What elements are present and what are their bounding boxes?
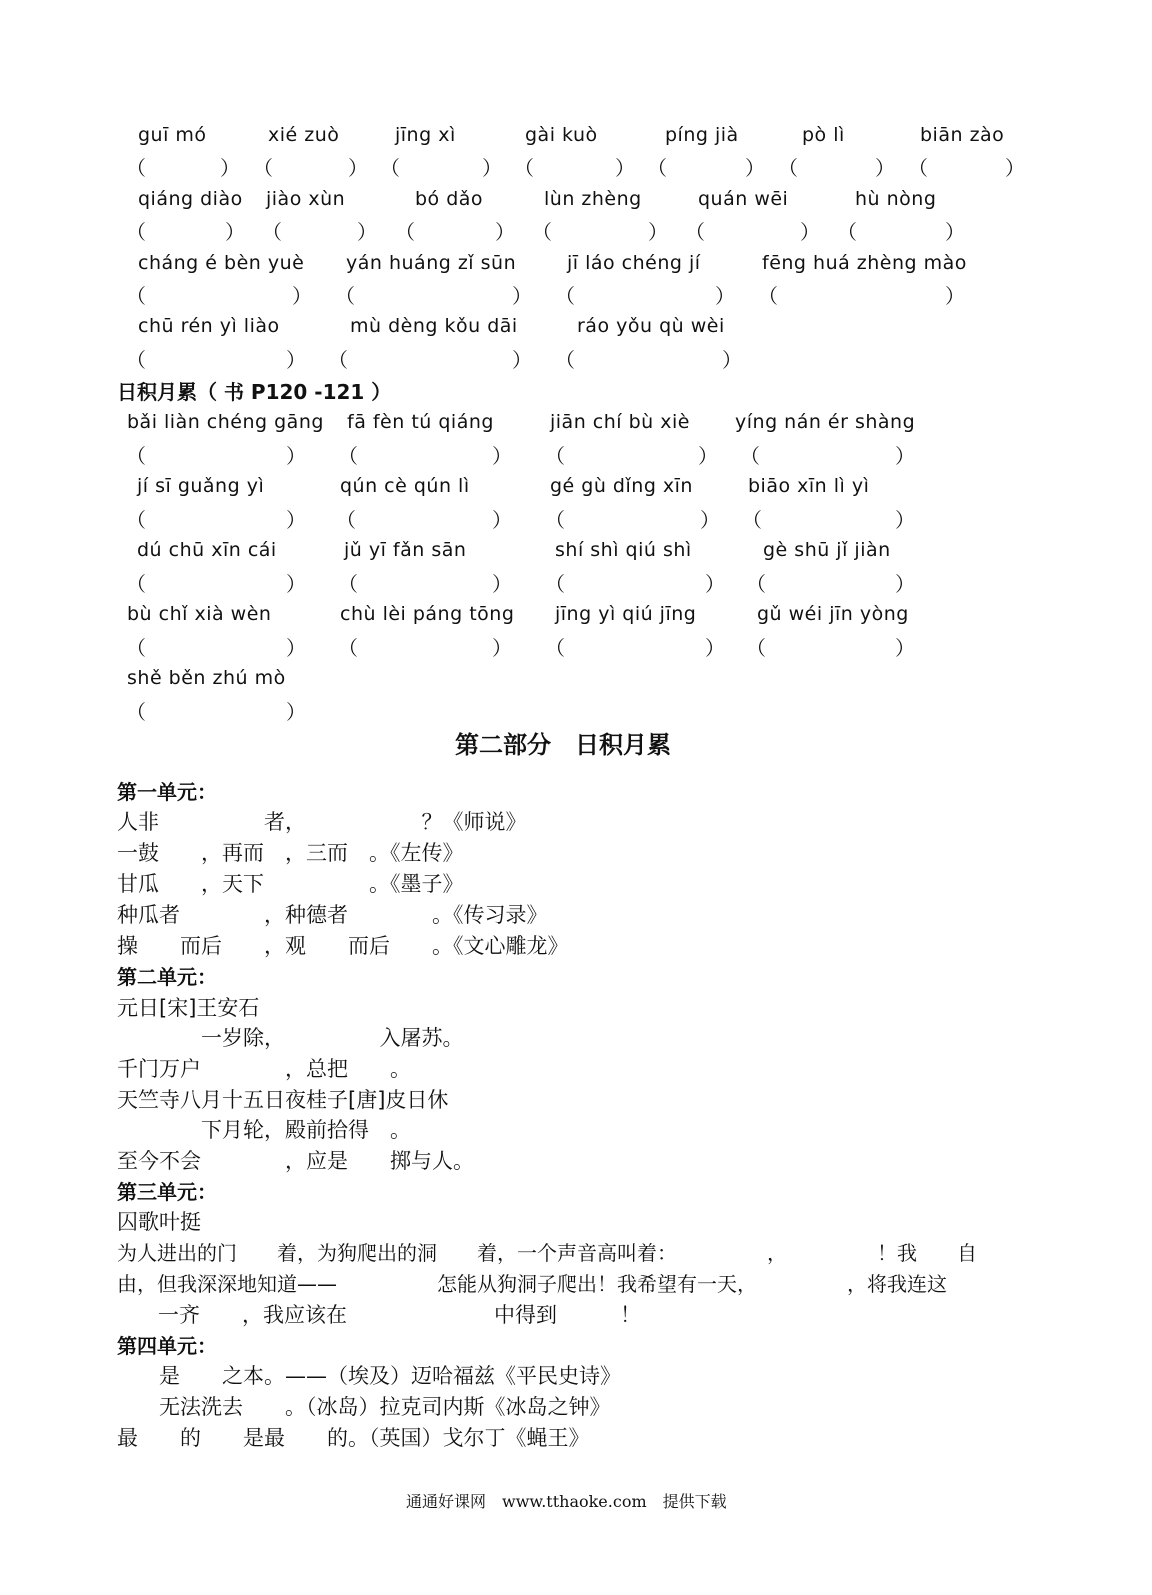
pinyin-item: biāo xīn lì yì: [748, 475, 870, 497]
text-line: 无法洗去 。（冰岛）拉克司内斯《冰岛之钟》: [117, 1395, 611, 1419]
blank-open: （: [532, 220, 552, 244]
blank-open: （: [253, 156, 273, 180]
blank-close: ）: [722, 348, 742, 372]
blank-open: （: [685, 220, 705, 244]
blank-open: （: [126, 220, 146, 244]
blank-close: ）: [700, 508, 720, 532]
pinyin-item: bǎi liàn chéng gāng: [127, 411, 324, 433]
blank-close: ）: [357, 220, 377, 244]
blank-close: ）: [1005, 156, 1025, 180]
blank-open: （: [545, 508, 565, 532]
blank-open: （: [746, 572, 766, 596]
blank-open: （: [338, 572, 358, 596]
blank-close: ）: [705, 636, 725, 660]
blank-open: （: [328, 348, 348, 372]
pinyin-item: gǔ wéi jīn yòng: [757, 603, 909, 625]
pinyin-item: qiáng diào: [138, 188, 243, 210]
pinyin-item: jīng xì: [395, 124, 456, 146]
section-heading: 日积月累（ 书 P120 -121 ）: [117, 380, 392, 404]
blank-open: （: [778, 156, 798, 180]
pinyin-item: jīng yì qiú jīng: [555, 603, 697, 625]
pinyin-item: bó dǎo: [415, 188, 484, 210]
blank-close: ）: [292, 284, 312, 308]
blank-close: ）: [895, 572, 915, 596]
blank-open: （: [335, 284, 355, 308]
part-title: 第二部分 日积月累: [455, 731, 671, 759]
blank-open: （: [908, 156, 928, 180]
pinyin-item: yán huáng zǐ sūn: [346, 252, 517, 274]
blank-open: （: [126, 572, 146, 596]
text-line: 最 的 是最 的。（英国）戈尔丁《蝇王》: [117, 1426, 590, 1450]
unit-heading: 第三单元：: [117, 1180, 217, 1204]
pinyin-item: pò lì: [802, 124, 845, 146]
pinyin-item: chù lèi páng tōng: [340, 603, 515, 625]
unit-heading: 第二单元：: [117, 965, 217, 989]
pinyin-item: lùn zhèng: [544, 188, 642, 210]
blank-open: （: [545, 444, 565, 468]
blank-open: （: [126, 444, 146, 468]
pinyin-item: chū rén yì liào: [138, 315, 280, 337]
blank-close: ）: [495, 220, 515, 244]
pinyin-item: yíng nán ér shàng: [735, 411, 916, 433]
pinyin-item: hù nòng: [855, 188, 937, 210]
footer-text: 通通好课网 www.tthaoke.com 提供下载: [406, 1492, 727, 1511]
pinyin-item: shě běn zhú mò: [127, 667, 286, 689]
blank-open: （: [126, 700, 146, 724]
pinyin-item: jǔ yī fǎn sān: [344, 539, 467, 561]
text-line: 由，但我深深地知道—— 怎能从狗洞子爬出！我希望有一天， ，将我连这: [117, 1272, 947, 1296]
pinyin-item: jí sī guǎng yì: [137, 475, 265, 497]
text-line: 人非 者， ？《师说》: [117, 810, 527, 834]
blank-open: （: [338, 636, 358, 660]
pinyin-item: dú chū xīn cái: [137, 539, 277, 561]
unit-heading: 第四单元：: [117, 1334, 217, 1358]
blank-open: （: [837, 220, 857, 244]
blank-open: （: [647, 156, 667, 180]
blank-open: （: [555, 284, 575, 308]
blank-close: ）: [945, 220, 965, 244]
blank-close: ）: [286, 348, 306, 372]
blank-close: ）: [800, 220, 820, 244]
blank-close: ）: [348, 156, 368, 180]
text-line: 一齐 ，我应该在 中得到 ！: [137, 1303, 641, 1327]
blank-close: ）: [492, 444, 512, 468]
blank-close: ）: [492, 636, 512, 660]
blank-close: ）: [895, 636, 915, 660]
pinyin-item: gài kuò: [525, 124, 598, 146]
blank-open: （: [758, 284, 778, 308]
blank-close: ）: [492, 508, 512, 532]
blank-close: ）: [220, 156, 240, 180]
blank-close: ）: [698, 444, 718, 468]
blank-close: ）: [875, 156, 895, 180]
blank-close: ）: [615, 156, 635, 180]
pinyin-item: xié zuò: [268, 124, 340, 146]
blank-close: ）: [286, 508, 306, 532]
blank-open: （: [545, 572, 565, 596]
blank-open: （: [746, 636, 766, 660]
blank-close: ）: [705, 572, 725, 596]
blank-close: ）: [225, 220, 245, 244]
pinyin-item: qún cè qún lì: [340, 475, 470, 497]
text-line: 种瓜者 ，种德者 。《传习录》: [117, 903, 548, 927]
pinyin-item: píng jià: [665, 124, 739, 146]
blank-close: ）: [286, 572, 306, 596]
blank-close: ）: [512, 348, 532, 372]
blank-close: ）: [492, 572, 512, 596]
text-line: 元日[宋]王安石: [117, 996, 260, 1020]
pinyin-item: quán wēi: [698, 188, 789, 210]
blank-open: （: [126, 348, 146, 372]
text-line: 囚歌叶挺: [117, 1210, 201, 1234]
blank-open: （: [126, 508, 146, 532]
blank-close: ）: [895, 444, 915, 468]
blank-close: ）: [482, 156, 502, 180]
text-line: 千门万户 ，总把 。: [117, 1057, 411, 1081]
pinyin-item: gè shū jǐ jiàn: [763, 539, 891, 561]
blank-open: （: [338, 444, 358, 468]
pinyin-item: fā fèn tú qiáng: [347, 411, 494, 433]
blank-close: ）: [945, 284, 965, 308]
text-line: 至今不会 ，应是 掷与人。: [117, 1149, 474, 1173]
blank-close: ）: [286, 700, 306, 724]
pinyin-item: jiào xùn: [266, 188, 346, 210]
text-line: 一岁除， 入屠苏。: [117, 1026, 464, 1050]
blank-open: （: [395, 220, 415, 244]
blank-open: （: [742, 508, 762, 532]
pinyin-item: mù dèng kǒu dāi: [350, 315, 518, 337]
blank-open: （: [262, 220, 282, 244]
blank-close: ）: [286, 444, 306, 468]
blank-close: ）: [745, 156, 765, 180]
text-line: 是 之本。——（埃及）迈哈福兹《平民史诗》: [117, 1364, 621, 1388]
pinyin-item: shí shì qiú shì: [555, 539, 692, 561]
blank-open: （: [380, 156, 400, 180]
pinyin-item: bù chǐ xià wèn: [127, 603, 272, 625]
text-line: 下月轮，殿前拾得 。: [117, 1118, 411, 1142]
blank-open: （: [555, 348, 575, 372]
text-line: 操 而后 ，观 而后 。《文心雕龙》: [117, 934, 569, 958]
blank-close: ）: [512, 284, 532, 308]
blank-close: ）: [648, 220, 668, 244]
blank-close: ）: [715, 284, 735, 308]
pinyin-item: jiān chí bù xiè: [550, 411, 690, 433]
blank-close: ）: [895, 508, 915, 532]
text-line: 甘瓜 ，天下 。《墨子》: [117, 872, 464, 896]
pinyin-item: gé gù dǐng xīn: [550, 475, 693, 497]
blank-open: （: [740, 444, 760, 468]
blank-close: ）: [286, 636, 306, 660]
blank-open: （: [126, 636, 146, 660]
pinyin-item: ráo yǒu qù wèi: [577, 315, 725, 337]
pinyin-item: guī mó: [138, 124, 207, 146]
blank-open: （: [336, 508, 356, 532]
blank-open: （: [126, 156, 146, 180]
text-line: 为人进出的门 着，为狗爬出的洞 着，一个声音高叫着： ， ！我 自: [117, 1241, 977, 1265]
pinyin-item: jī láo chéng jí: [567, 252, 701, 274]
pinyin-item: fēng huá zhèng mào: [762, 252, 967, 274]
pinyin-item: cháng é bèn yuè: [138, 252, 305, 274]
pinyin-item: biān zào: [920, 124, 1005, 146]
text-line: 天竺寺八月十五日夜桂子[唐]皮日休: [117, 1088, 449, 1112]
blank-open: （: [514, 156, 534, 180]
text-line: 一鼓 ，再而 ，三而 。《左传》: [117, 841, 464, 865]
unit-heading: 第一单元：: [117, 780, 217, 804]
blank-open: （: [545, 636, 565, 660]
blank-open: （: [126, 284, 146, 308]
